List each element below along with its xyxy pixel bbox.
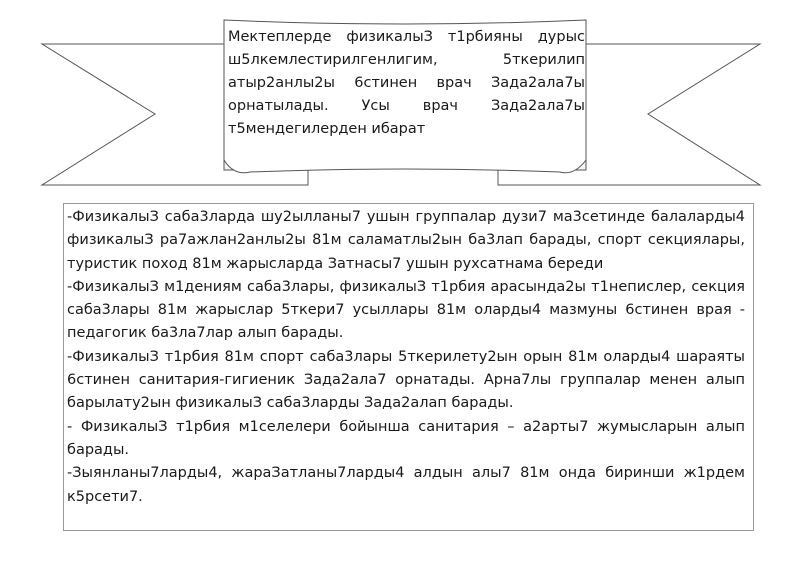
- list-item: -ФизикалыЗ т1рбия 81м спорт саба3лары 5ткерилету2ын орын 81м оларды4 шараяты 6стинен санитария-гигиеник Зада2ала7 орнатады. Арна7лы группалар менен алып барылату2ын физикалыЗ саба3ларды Зада2алап барады.: [67, 348, 745, 412]
- info-list-box: [63, 203, 754, 531]
- banner-text: Мектеплерде физикалыЗ т1рбияны дурыс ш5лкемлестирилгенлигим, 5ткерилип атыр2анлы2ы 6стинен врач Зада2ала7ы орнатылады. Усы врач Зада2ала7ы т5мендегилерден ибарат: [228, 29, 585, 137]
- list-item: - ФизикалыЗ т1рбия м1селелери бойынша санитария – а2арты7 жумысларын алып барады.: [67, 418, 745, 458]
- list-item: -ФизикалыЗ м1дениям саба3лары, физикалыЗ т1рбия арасында2ы т1непислер, секция саба3лары 81м жарыслар 5ткери7 усыллары 81м оларды4 мазмуны 6стинен врая - педагогик ба3ла7лар алып барады.: [67, 278, 745, 342]
- list-item: -ФизикалыЗ саба3ларда шу2ылланы7 ушын группалар дузи7 ма3сетинде балаларды4 физикалыЗ ра7ажлан2анлы2ы 81м саламатлы2ын ба3лап барады, спорт секциялары, туристик поход 81м жарысларда Затнасы7 ушын рухсатнама береди: [67, 209, 745, 272]
- list-item: -Зыянланы7ларды4, жараЗатланы7ларды4 алдын алы7 81м онда биринши ж1рдем к5рсети7.: [67, 465, 745, 505]
